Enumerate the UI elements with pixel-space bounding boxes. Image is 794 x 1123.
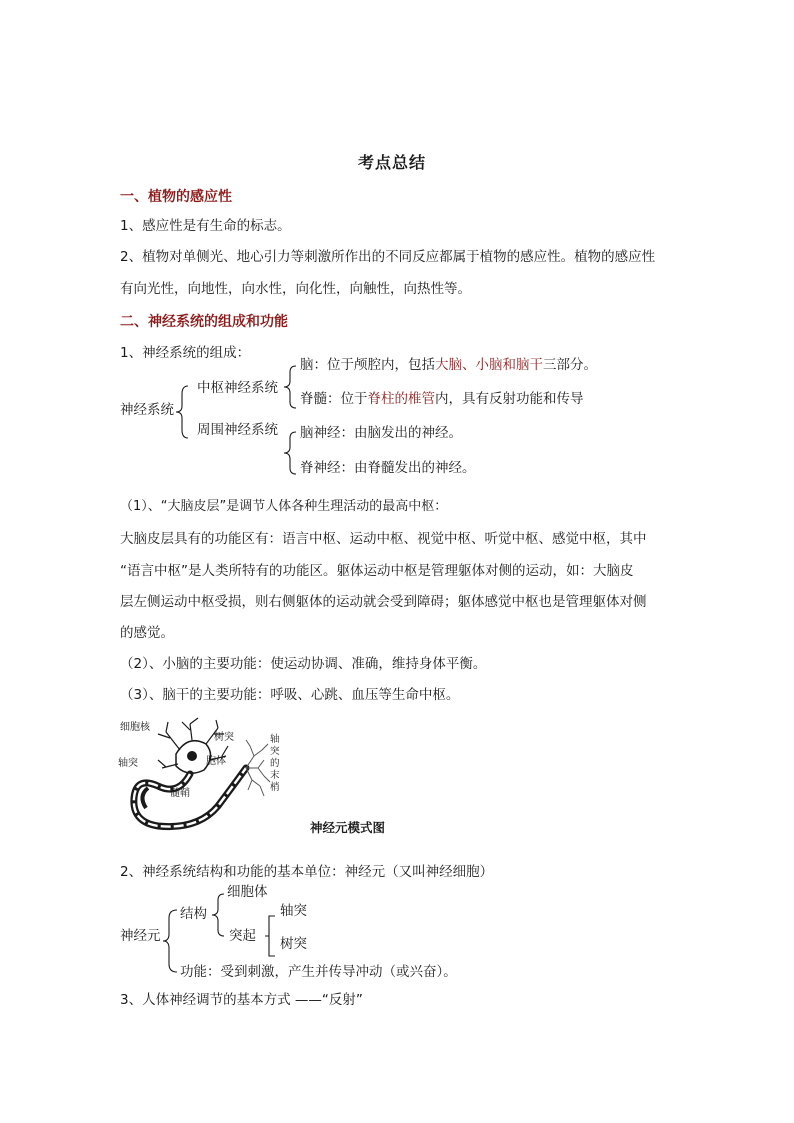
figure-label-terminal-2: 突 <box>270 746 280 757</box>
figure-caption: 神经元模式图 <box>310 820 386 835</box>
paragraph-sensitivity-sign: 1、感应性是有生命的标志。 <box>120 218 291 234</box>
figure-label-terminal-3: 的 <box>270 758 280 769</box>
paragraph-cortex-line4: 的感觉。 <box>120 625 174 641</box>
paragraph-brainstem: （3）、脑干的主要功能：呼吸、心跳、血压等生命中枢。 <box>120 687 460 703</box>
tree-peripheral-nervous-system: 周围神经系统 <box>197 422 278 438</box>
tree-brain <box>300 355 597 375</box>
tree-root-nervous-system: 神经系统 <box>120 402 174 418</box>
brace-nervous-system <box>176 384 196 440</box>
paragraph-cortex-heading: （1）、“大脑皮层”是调节人体各种生理活动的最高中枢： <box>120 499 448 514</box>
tree-central-nervous-system: 中枢神经系统 <box>197 380 278 396</box>
tree-spinal-nerves: 脊神经：由脊髓发出的神经。 <box>300 460 476 476</box>
neuron-tree-structure: 结构 <box>180 906 207 922</box>
item-neuron-basic-unit: 2、神经系统结构和功能的基本单位：神经元（又叫神经细胞） <box>120 864 494 880</box>
neuron-tree-axon: 轴突 <box>280 903 307 919</box>
neuron-tree-root: 神经元 <box>120 928 161 944</box>
item-nervous-system-composition: 1、神经系统的组成： <box>120 345 251 361</box>
tree-spinal-canal: 脊柱的椎管 <box>367 391 435 407</box>
paragraph-cortex-line3: 层左侧运动中枢受损，则右侧躯体的运动就会受到障碍；躯体感觉中枢也是管理躯体对侧 <box>120 594 647 610</box>
paragraph-cortex-line1: 大脑皮层具有的功能区有：语言中枢、运动中枢、视觉中枢、听觉中枢、感觉中枢，其中 <box>120 531 647 547</box>
page-title: 考点总结 <box>358 153 427 172</box>
tree-brain-parts: 大脑、小脑和脑干 <box>435 357 543 373</box>
tree-spinal-cord <box>300 389 584 409</box>
neuron-nucleus <box>187 751 197 761</box>
neuron-diagram <box>118 716 298 841</box>
figure-label-terminal-5: 梢 <box>270 782 280 793</box>
neuron-tree-function: 功能：受到刺激，产生并传导冲动（或兴奋）。 <box>180 964 457 980</box>
figure-label-dendrite: 树突 <box>214 732 234 743</box>
brace-central <box>284 364 300 410</box>
figure-label-terminal-1: 轴 <box>270 734 280 745</box>
tree-brain-post: 三部分。 <box>543 357 597 373</box>
neuron-tree-process: 突起 <box>229 928 256 944</box>
neuron-tree-cell-body: 细胞体 <box>227 884 268 900</box>
section-heading-plant-sensitivity: 一、植物的感应性 <box>120 189 232 205</box>
figure-label-sheath: 髓鞘 <box>170 788 190 799</box>
paragraph-cerebellum: （2）、小脑的主要功能：使运动协调、准确，维持身体平衡。 <box>120 656 487 672</box>
brace-structure <box>212 892 226 938</box>
paragraph-cortex-line2: “语言中枢”是人类所特有的功能区。躯体运动中枢是管理躯体对侧的运动，如：大脑皮 <box>120 563 634 579</box>
brace-neuron <box>163 908 181 974</box>
section-heading-nervous-system: 二、神经系统的组成和功能 <box>120 314 288 330</box>
paragraph-plant-response-line1: 2、植物对单侧光、地心引力等刺激所作出的不同反应都属于植物的感应性。植物的感应性 <box>120 249 656 265</box>
figure-label-nucleus: 细胞核 <box>120 722 150 733</box>
tree-brain-pre: 脑：位于颅腔内，包括 <box>300 357 435 373</box>
bracket-process <box>265 914 279 958</box>
figure-label-axon: 轴突 <box>118 758 138 769</box>
figure-label-terminal-4: 末 <box>270 770 280 781</box>
tree-spinal-pre: 脊髓：位于 <box>300 391 368 407</box>
paragraph-plant-response-line2: 有向光性，向地性，向水性，向化性，向触性，向热性等。 <box>120 281 471 297</box>
item-reflex: 3、人体神经调节的基本方式 ——“反射” <box>120 992 363 1008</box>
figure-label-body: 胞体 <box>206 756 226 767</box>
neuron-axon-terminal <box>246 740 270 796</box>
tree-cranial-nerves: 脑神经：由脑发出的神经。 <box>300 425 462 441</box>
brace-peripheral <box>284 430 300 476</box>
neuron-tree-dendrite: 树突 <box>280 936 307 952</box>
tree-spinal-post: 内，具有反射功能和传导 <box>435 391 584 407</box>
